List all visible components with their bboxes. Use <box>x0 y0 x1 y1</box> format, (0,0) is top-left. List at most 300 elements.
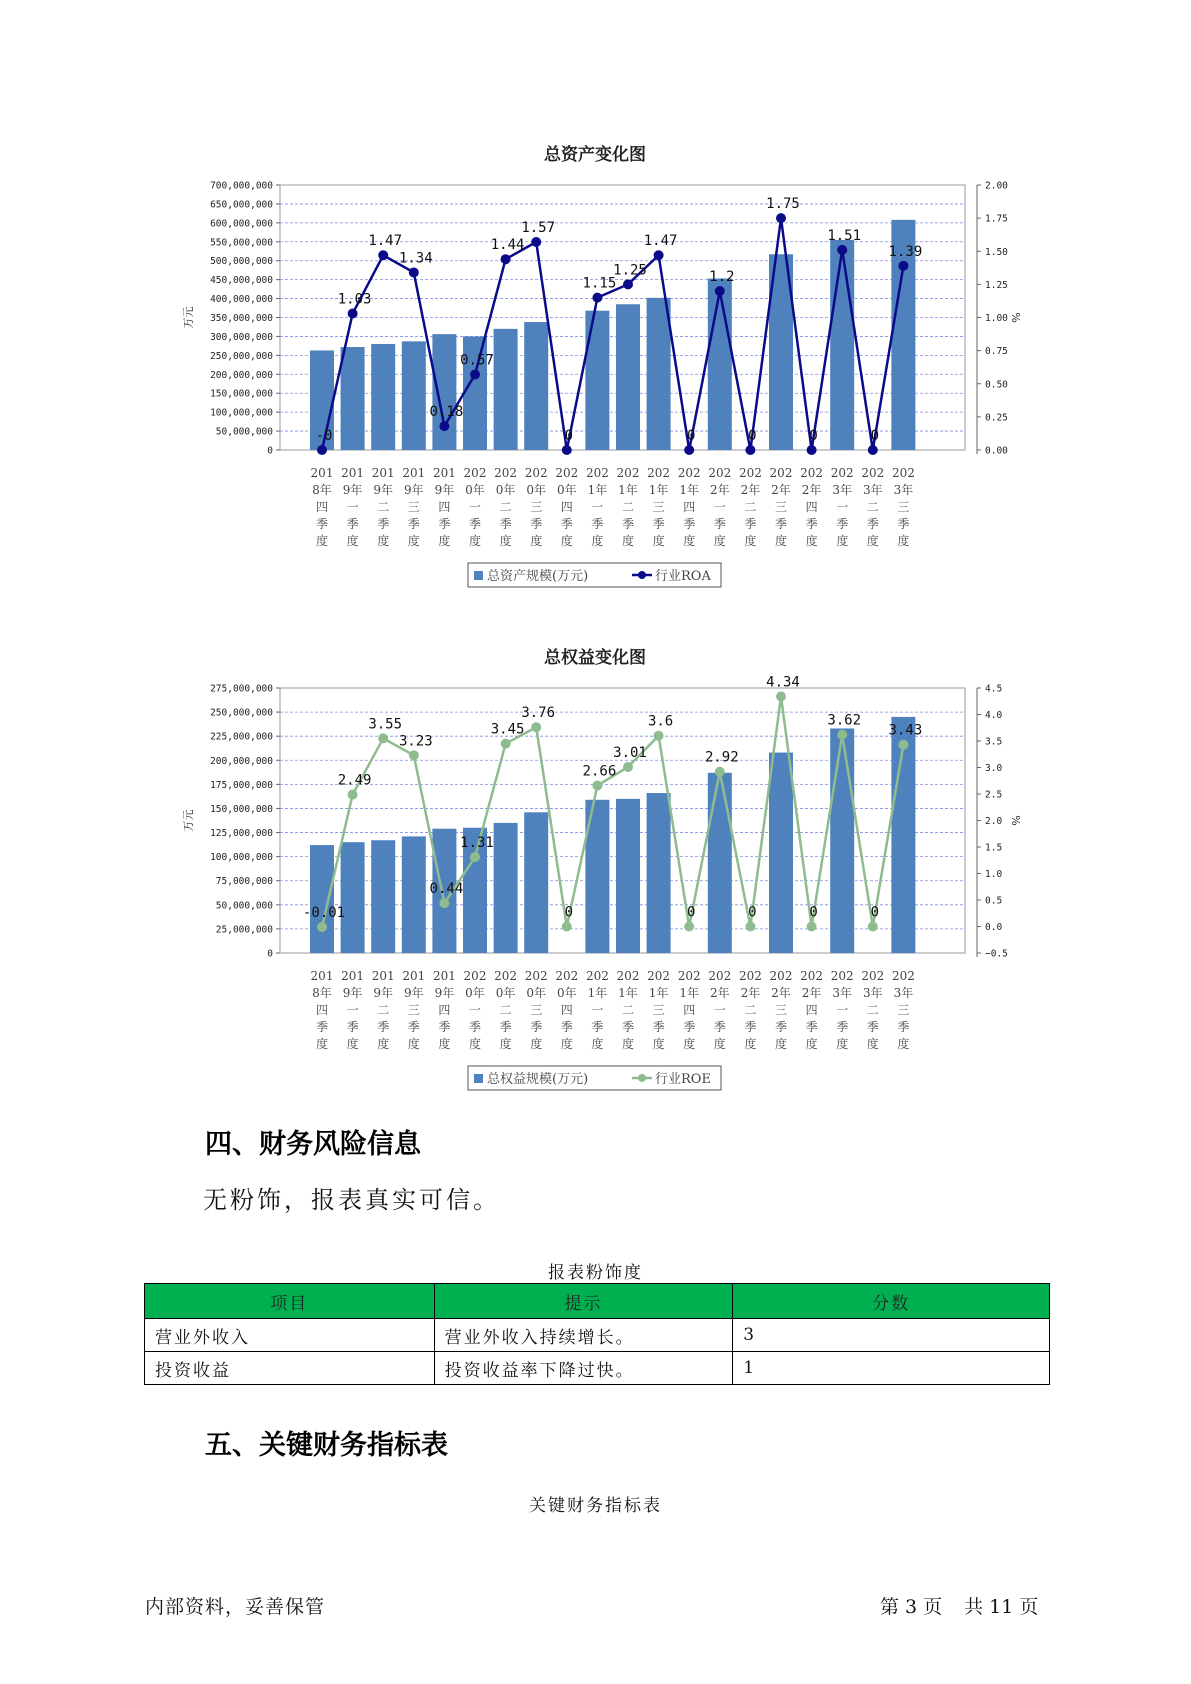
x-tick-label: 二 <box>377 1003 390 1017</box>
x-tick-label: 201 <box>310 969 334 983</box>
bar <box>494 329 518 450</box>
x-tick-label: 二 <box>744 500 757 514</box>
total-prefix: 共 <box>964 1596 984 1618</box>
x-tick-label: 四 <box>560 500 573 514</box>
right-axis-tick-label: 1.5 <box>985 842 1003 854</box>
chart-title: 总资产变化图 <box>544 145 646 165</box>
x-tick-label: 三 <box>530 500 543 514</box>
bar <box>769 753 793 953</box>
x-tick-label: 度 <box>499 1037 512 1051</box>
line-point <box>868 445 878 455</box>
right-axis-tick-label: −0.5 <box>985 948 1008 960</box>
right-axis-tick-label: 2.0 <box>985 816 1003 827</box>
x-tick-label: 202 <box>555 466 579 480</box>
section4-heading: 四、财务风险信息 <box>205 1129 421 1160</box>
line-point <box>868 922 878 932</box>
data-label: 3.76 <box>521 705 556 722</box>
x-tick-label: 度 <box>621 534 635 548</box>
x-tick-label: 202 <box>677 969 701 983</box>
x-tick-label: 2年 <box>801 483 822 497</box>
line-point <box>837 245 847 255</box>
line-point <box>898 261 908 271</box>
x-tick-label: 季 <box>468 517 482 531</box>
x-tick-label: 度 <box>866 534 879 548</box>
x-tick-label: 度 <box>683 1037 696 1051</box>
data-label: 0 <box>809 904 818 921</box>
x-tick-label: 度 <box>713 534 726 548</box>
x-tick-label: 季 <box>897 517 910 531</box>
x-tick-label: 季 <box>560 1020 573 1034</box>
x-tick-label: 度 <box>560 1037 573 1051</box>
data-label: 2.49 <box>337 772 372 789</box>
right-axis-tick-label: 0.75 <box>985 346 1008 358</box>
x-tick-label: 9年 <box>342 986 363 1000</box>
data-label: 3.45 <box>490 721 525 738</box>
x-tick-label: 201 <box>341 969 365 983</box>
x-tick-label: 度 <box>713 1037 726 1051</box>
x-tick-label: 季 <box>683 1020 696 1034</box>
right-axis-tick-label: 2.00 <box>985 180 1008 192</box>
data-label: 0.18 <box>429 404 464 421</box>
x-tick-label: 3年 <box>893 986 914 1000</box>
data-label: 0 <box>870 428 880 444</box>
data-label: 1.57 <box>521 219 556 236</box>
x-tick-label: 9年 <box>373 483 394 497</box>
x-tick-label: 二 <box>377 500 390 514</box>
section4-text: 无粉饰，报表真实可信。 <box>203 1186 500 1214</box>
data-label: 1.47 <box>368 233 403 250</box>
data-label: 1.25 <box>613 262 647 279</box>
x-tick-label: 季 <box>744 1020 757 1034</box>
x-tick-label: 季 <box>774 1020 788 1034</box>
x-tick-label: 202 <box>891 466 915 480</box>
x-tick-label: 201 <box>341 466 365 480</box>
bar <box>371 344 395 450</box>
x-tick-label: 一 <box>468 1003 482 1017</box>
legend-label-bar: 总权益规模(万元) <box>487 1072 589 1087</box>
data-label: 0 <box>870 904 880 921</box>
right-axis-tick-label: 1.00 <box>985 313 1008 324</box>
x-tick-label: 0年 <box>465 483 485 497</box>
bar <box>647 298 671 450</box>
x-tick-label: 1年 <box>587 483 608 497</box>
line-point <box>378 250 388 260</box>
x-tick-label: 2年 <box>740 483 761 497</box>
line-point <box>745 445 755 455</box>
page-prefix: 第 <box>880 1596 900 1618</box>
x-tick-label: 202 <box>769 466 793 480</box>
x-tick-label: 度 <box>744 534 757 548</box>
x-tick-label: 三 <box>652 1003 665 1017</box>
data-label: 2.66 <box>582 763 617 780</box>
left-axis-tick-label: 250,000,000 <box>210 707 273 719</box>
x-tick-label: 季 <box>438 517 451 531</box>
line-point <box>898 740 908 750</box>
data-label: 1.44 <box>490 237 525 254</box>
x-tick-label: 季 <box>468 1020 482 1034</box>
x-tick-label: 三 <box>897 500 910 514</box>
x-tick-label: 3年 <box>862 483 883 497</box>
x-tick-label: 201 <box>310 466 334 480</box>
data-label: 3.01 <box>613 744 647 761</box>
legend-swatch-dot <box>638 1074 646 1082</box>
data-label: 0.57 <box>460 352 494 369</box>
x-tick-label: 1年 <box>679 483 700 497</box>
x-tick-label: 季 <box>438 1020 451 1034</box>
x-tick-label: 1年 <box>648 986 669 1000</box>
x-tick-label: 二 <box>621 1003 635 1017</box>
x-tick-label: 202 <box>616 969 640 983</box>
bar <box>616 304 640 450</box>
line-point <box>776 213 786 223</box>
section5-heading: 五、关键财务指标表 <box>205 1430 448 1461</box>
line-point <box>317 445 327 455</box>
x-tick-label: 度 <box>346 1037 359 1051</box>
legend-swatch-bar <box>474 1074 483 1083</box>
x-tick-label: 季 <box>713 517 726 531</box>
x-tick-label: 季 <box>377 1020 390 1034</box>
x-tick-label: 度 <box>836 534 849 548</box>
line-point <box>409 750 419 760</box>
data-label: 1.15 <box>582 275 617 292</box>
x-tick-label: 度 <box>499 534 512 548</box>
line-point <box>470 852 480 862</box>
bar <box>524 812 548 953</box>
line-point <box>715 767 725 777</box>
x-tick-label: 度 <box>621 1037 635 1051</box>
x-tick-label: 度 <box>560 534 573 548</box>
x-tick-label: 季 <box>897 1020 910 1034</box>
x-tick-label: 度 <box>438 1037 451 1051</box>
x-tick-label: 季 <box>774 517 788 531</box>
bar <box>708 279 732 450</box>
page-unit: 页 <box>923 1596 943 1618</box>
x-tick-label: 度 <box>805 1037 818 1051</box>
x-tick-label: 四 <box>683 1003 696 1017</box>
right-axis-tick-label: 4.5 <box>985 683 1003 695</box>
x-tick-label: 度 <box>591 1037 604 1051</box>
x-tick-label: 二 <box>499 1003 512 1017</box>
right-axis-tick-label: 1.50 <box>985 246 1008 258</box>
bar <box>708 773 732 953</box>
x-tick-label: 三 <box>774 500 788 514</box>
x-tick-label: 度 <box>530 1037 543 1051</box>
x-tick-label: 四 <box>438 1003 451 1017</box>
bar <box>891 717 915 953</box>
x-tick-label: 一 <box>591 500 604 514</box>
x-tick-label: 3年 <box>862 986 883 1000</box>
x-tick-label: 季 <box>346 1020 359 1034</box>
x-tick-label: 0年 <box>556 986 577 1000</box>
x-tick-label: 202 <box>677 466 701 480</box>
line-point <box>807 445 817 455</box>
line-point <box>439 421 449 431</box>
x-tick-label: 四 <box>805 500 818 514</box>
x-tick-label: 四 <box>805 1003 818 1017</box>
x-tick-label: 0年 <box>495 483 516 497</box>
line-point <box>562 445 572 455</box>
x-tick-label: 0年 <box>556 483 577 497</box>
data-label: 0 <box>748 904 757 921</box>
left-axis-tick-label: 550,000,000 <box>210 237 273 249</box>
total-unit: 页 <box>1019 1596 1039 1618</box>
total-equity-chart <box>0 638 1191 1093</box>
left-axis-tick-label: 150,000,000 <box>210 388 273 400</box>
line-point <box>531 722 541 732</box>
left-axis-tick-label: 75,000,000 <box>215 876 273 888</box>
left-axis-tick-label: 150,000,000 <box>210 803 273 815</box>
x-tick-label: 四 <box>560 1003 573 1017</box>
x-tick-label: 季 <box>346 517 359 531</box>
x-tick-label: 202 <box>463 466 487 480</box>
table-cell: 1 <box>733 1352 1050 1385</box>
x-tick-label: 201 <box>371 969 395 983</box>
line-point <box>592 293 602 303</box>
x-tick-label: 0年 <box>465 986 485 1000</box>
left-axis-tick-label: 300,000,000 <box>210 331 273 343</box>
footer-confidential: 内部资料，妥善保管 <box>145 1596 326 1618</box>
line-point <box>654 250 664 260</box>
x-tick-label: 三 <box>407 1003 420 1017</box>
x-tick-label: 度 <box>836 1037 849 1051</box>
data-label: 3.62 <box>827 712 862 729</box>
x-tick-label: 度 <box>774 1037 788 1051</box>
x-tick-label: 一 <box>713 500 726 514</box>
x-tick-label: 202 <box>524 969 548 983</box>
x-tick-label: 202 <box>738 466 762 480</box>
x-tick-label: 1年 <box>587 986 608 1000</box>
x-tick-label: 季 <box>805 517 818 531</box>
x-tick-label: 9年 <box>434 483 455 497</box>
left-axis-tick-label: 125,000,000 <box>210 828 273 840</box>
line-point <box>501 254 511 264</box>
left-axis-tick-label: 450,000,000 <box>210 275 273 287</box>
data-label: 4.34 <box>766 674 800 691</box>
x-tick-label: 8年 <box>312 483 332 497</box>
left-axis-tick-label: 225,000,000 <box>210 731 273 743</box>
x-tick-label: 季 <box>866 517 879 531</box>
x-tick-label: 度 <box>683 534 696 548</box>
legend-swatch-bar <box>474 571 483 580</box>
line-point <box>348 309 358 319</box>
x-tick-label: 季 <box>652 517 665 531</box>
x-tick-label: 2年 <box>801 986 822 1000</box>
x-tick-label: 202 <box>891 969 915 983</box>
x-tick-label: 度 <box>805 534 818 548</box>
bar <box>402 836 426 953</box>
x-tick-label: 202 <box>830 969 854 983</box>
x-tick-label: 202 <box>708 466 732 480</box>
x-tick-label: 季 <box>713 1020 726 1034</box>
x-tick-label: 一 <box>468 500 482 514</box>
x-tick-label: 季 <box>499 517 512 531</box>
data-label: 1.47 <box>643 233 678 250</box>
line-point <box>745 922 755 932</box>
line-point <box>837 730 847 740</box>
table-cell: 营业外收入 <box>145 1319 435 1352</box>
line-point <box>654 731 664 741</box>
right-axis-tick-label: 1.25 <box>985 279 1008 291</box>
bar <box>341 842 365 953</box>
data-label: -0.01 <box>302 905 346 922</box>
risk-table-caption: 报表粉饰度 <box>548 1263 643 1283</box>
x-tick-label: 2年 <box>771 483 791 497</box>
data-label: 0 <box>748 428 757 444</box>
data-label: 1.03 <box>337 291 372 308</box>
table-row <box>145 1352 1050 1385</box>
x-tick-label: 季 <box>652 1020 665 1034</box>
data-label: 0 <box>809 428 818 444</box>
bar <box>402 341 426 450</box>
left-axis-tick-label: 50,000,000 <box>215 426 273 438</box>
line-point <box>378 733 388 743</box>
x-tick-label: 201 <box>432 969 456 983</box>
col-header-hint: 提示 <box>434 1284 733 1319</box>
x-tick-label: 202 <box>830 466 854 480</box>
line-point <box>439 898 449 908</box>
data-label: 3.55 <box>368 716 403 733</box>
x-tick-label: 度 <box>407 534 420 548</box>
x-tick-label: 季 <box>499 1020 512 1034</box>
x-tick-label: 四 <box>683 500 696 514</box>
line-point <box>807 922 817 932</box>
line-point <box>623 762 633 772</box>
x-tick-label: 季 <box>530 1020 543 1034</box>
x-tick-label: 0年 <box>495 986 516 1000</box>
x-tick-label: 季 <box>315 517 329 531</box>
left-axis-tick-label: 400,000,000 <box>210 294 273 306</box>
legend-label-bar: 总资产规模(万元) <box>487 569 589 584</box>
x-tick-label: 一 <box>591 1003 604 1017</box>
x-tick-label: 一 <box>836 500 849 514</box>
right-axis-tick-label: 1.75 <box>985 213 1008 225</box>
left-axis-tick-label: 500,000,000 <box>210 256 273 268</box>
data-label: 0 <box>686 428 696 444</box>
x-tick-label: 度 <box>468 534 482 548</box>
right-axis-tick-label: 2.5 <box>985 789 1003 801</box>
x-tick-label: 202 <box>861 466 885 480</box>
x-tick-label: 202 <box>585 466 609 480</box>
x-tick-label: 3年 <box>893 483 914 497</box>
x-tick-label: 二 <box>866 500 879 514</box>
bar <box>830 728 854 953</box>
x-tick-label: 度 <box>468 1037 482 1051</box>
x-tick-label: 度 <box>897 534 910 548</box>
bar <box>585 311 609 450</box>
left-axis-tick-label: 650,000,000 <box>210 199 273 211</box>
x-tick-label: 一 <box>836 1003 849 1017</box>
table-cell: 3 <box>733 1319 1050 1352</box>
right-axis-tick-label: 0.00 <box>985 445 1008 457</box>
right-axis-tick-label: 0.25 <box>985 412 1008 424</box>
x-tick-label: 3年 <box>832 986 853 1000</box>
x-tick-label: 一 <box>346 500 359 514</box>
x-tick-label: 度 <box>315 1037 329 1051</box>
line-point <box>501 739 511 749</box>
data-label: 3.23 <box>398 733 433 750</box>
x-tick-label: 202 <box>555 969 579 983</box>
risk-table-header-row <box>145 1284 1050 1319</box>
line-point <box>592 781 602 791</box>
right-axis-tick-label: 1.0 <box>985 869 1003 880</box>
line-point <box>684 922 694 932</box>
x-tick-label: 3年 <box>832 483 853 497</box>
x-tick-label: 202 <box>524 466 548 480</box>
x-tick-label: 度 <box>652 534 665 548</box>
legend-label-line: 行业ROA <box>655 569 711 584</box>
bar <box>524 322 548 450</box>
bar <box>310 845 334 953</box>
x-tick-label: 二 <box>866 1003 879 1017</box>
x-tick-label: 2年 <box>771 986 791 1000</box>
x-tick-label: 9年 <box>403 483 424 497</box>
x-tick-label: 季 <box>836 1020 849 1034</box>
x-tick-label: 度 <box>591 534 604 548</box>
legend-swatch-dot <box>638 571 646 579</box>
left-axis-tick-label: 700,000,000 <box>210 180 273 192</box>
line-point <box>470 369 480 379</box>
table-row <box>145 1319 1050 1352</box>
x-tick-label: 度 <box>315 534 329 548</box>
x-tick-label: 度 <box>407 1037 420 1051</box>
x-tick-label: 201 <box>402 969 426 983</box>
x-tick-label: 季 <box>377 517 390 531</box>
bar <box>830 240 854 450</box>
data-label: -0 <box>315 428 333 444</box>
x-tick-label: 度 <box>377 534 390 548</box>
x-tick-label: 一 <box>346 1003 359 1017</box>
x-tick-label: 度 <box>346 534 359 548</box>
x-tick-label: 三 <box>407 500 420 514</box>
x-tick-label: 季 <box>315 1020 329 1034</box>
left-axis-tick-label: 200,000,000 <box>210 755 273 767</box>
left-axis-tick-label: 175,000,000 <box>210 779 273 791</box>
x-tick-label: 二 <box>621 500 635 514</box>
left-axis-label: 万元 <box>182 306 195 329</box>
x-tick-label: 季 <box>866 1020 879 1034</box>
x-tick-label: 四 <box>438 500 451 514</box>
left-axis-tick-label: 50,000,000 <box>215 900 273 912</box>
left-axis-tick-label: 200,000,000 <box>210 369 273 381</box>
x-tick-label: 202 <box>800 969 824 983</box>
line-point <box>562 922 572 932</box>
x-tick-label: 一 <box>713 1003 726 1017</box>
x-tick-label: 0年 <box>526 986 547 1000</box>
x-tick-label: 9年 <box>403 986 424 1000</box>
x-tick-label: 度 <box>866 1037 879 1051</box>
x-tick-label: 202 <box>494 466 518 480</box>
x-tick-label: 202 <box>800 466 824 480</box>
right-axis-label: % <box>1009 312 1022 323</box>
x-tick-label: 8年 <box>312 986 332 1000</box>
x-tick-label: 三 <box>530 1003 543 1017</box>
x-tick-label: 201 <box>371 466 395 480</box>
left-axis-label: 万元 <box>182 809 195 832</box>
x-tick-label: 度 <box>897 1037 910 1051</box>
left-axis-tick-label: 0 <box>267 948 273 960</box>
bar <box>432 334 456 450</box>
footer-page-info <box>880 1592 1044 1619</box>
x-tick-label: 季 <box>744 517 757 531</box>
legend-label-line: 行业ROE <box>655 1072 711 1087</box>
table-cell: 投资收益 <box>145 1352 435 1385</box>
x-tick-label: 二 <box>744 1003 757 1017</box>
chart-title: 总权益变化图 <box>544 648 646 668</box>
left-axis-tick-label: 0 <box>267 445 273 457</box>
x-tick-label: 202 <box>463 969 487 983</box>
col-header-score: 分数 <box>733 1284 1050 1319</box>
data-label: 1.31 <box>460 835 494 852</box>
